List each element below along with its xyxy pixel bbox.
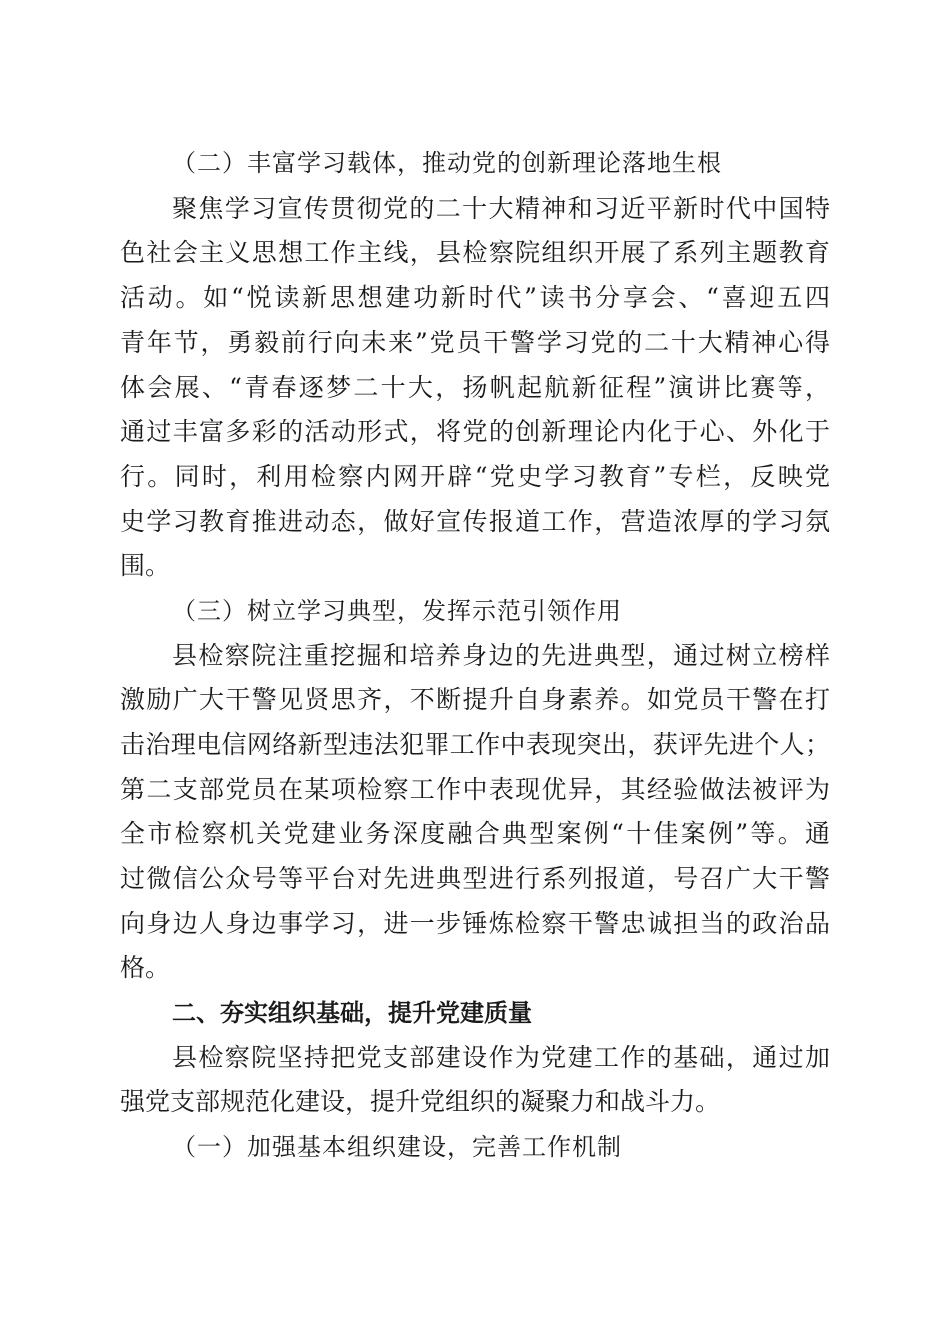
paragraph-line: 县检察院注重挖掘和培养身边的先进典型，通过树立榜样 bbox=[172, 641, 830, 670]
paragraph-line: 史学习教育推进动态，做好宣传报道工作，营造浓厚的学习氛 bbox=[120, 507, 830, 536]
paragraph-line: 强党支部规范化建设，提升党组织的凝聚力和战斗力。 bbox=[120, 1087, 721, 1116]
chapter-heading-2: 二、夯实组织基础，提升党建质量 bbox=[172, 999, 532, 1027]
paragraph-line: 聚焦学习宣传贯彻党的二十大精神和习近平新时代中国特 bbox=[172, 194, 830, 223]
paragraph-line: 青年节，勇毅前行向未来”党员干警学习党的二十大精神心得 bbox=[120, 328, 830, 357]
paragraph-line: 激励广大干警见贤思齐，不断提升自身素养。如党员干警在打 bbox=[120, 685, 830, 714]
paragraph-line: 击治理电信网络新型违法犯罪工作中表现突出，获评先进个人； bbox=[120, 730, 830, 759]
paragraph-line: 全市检察机关党建业务深度融合典型案例“十佳案例”等。通 bbox=[120, 819, 830, 848]
paragraph-line: 色社会主义思想工作主线，县检察院组织开展了系列主题教育 bbox=[120, 238, 830, 267]
section-heading-3: （三）树立学习典型，发挥示范引领作用 bbox=[172, 597, 622, 625]
paragraph-line: 活动。如“悦读新思想建功新时代”读书分享会、“喜迎五四 bbox=[120, 283, 830, 312]
paragraph-line: 通过丰富多彩的活动形式，将党的创新理论内化于心、外化于 bbox=[120, 417, 830, 446]
paragraph-line: 过微信公众号等平台对先进典型进行系列报道，号召广大干警 bbox=[120, 864, 830, 893]
paragraph-line: 格。 bbox=[120, 953, 171, 982]
section-heading-2: （二）丰富学习载体，推动党的创新理论落地生根 bbox=[172, 149, 722, 177]
paragraph-line: 行。同时，利用检察内网开辟“党史学习教育”专栏，反映党 bbox=[120, 462, 830, 491]
paragraph-line: 体会展、“青春逐梦二十大，扬帆起航新征程”演讲比赛等， bbox=[120, 373, 830, 402]
paragraph-line: 第二支部党员在某项检察工作中表现优异，其经验做法被评为 bbox=[120, 775, 830, 804]
paragraph-line: 围。 bbox=[120, 551, 171, 580]
section-heading-1: （一）加强基本组织建设，完善工作机制 bbox=[172, 1133, 622, 1161]
paragraph-line: 县检察院坚持把党支部建设作为党建工作的基础，通过加 bbox=[172, 1043, 830, 1072]
paragraph-line: 向身边人身边事学习，进一步锤炼检察干警忠诚担当的政治品 bbox=[120, 909, 830, 938]
